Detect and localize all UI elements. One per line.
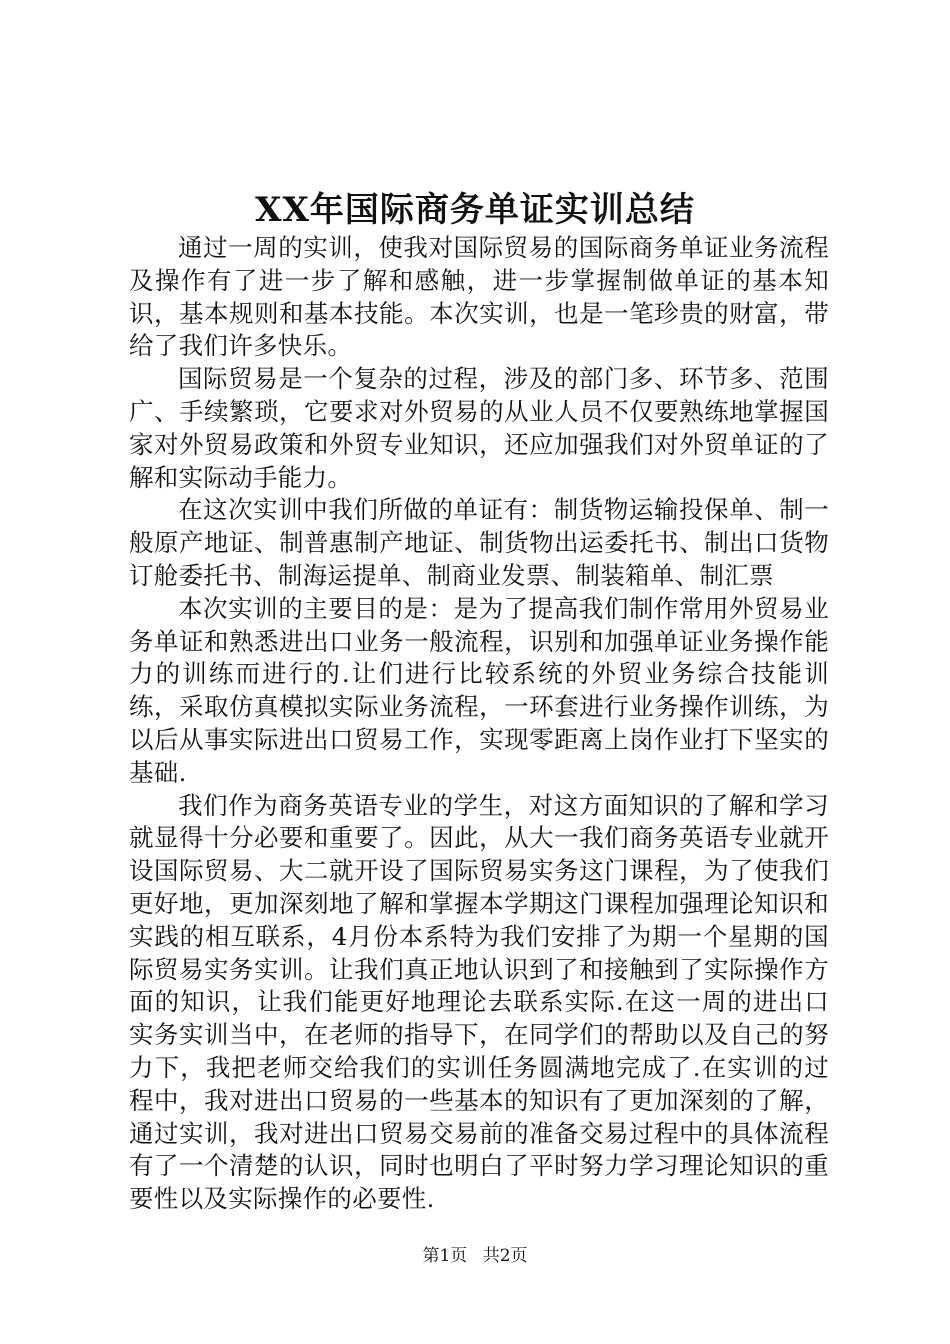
page-number-total: 共2页: [482, 1246, 528, 1266]
paragraph-5: 我们作为商务英语专业的学生，对这方面知识的了解和学习就显得十分必要和重要了。因此，从大一我们商务英语专业就开设国际贸易、大二就开设了国际贸易实务这门课程，为了使我们更好地，更加深刻地了解和掌握本学期这门课程加强理论知识和实践的相互联系，4月份本系特为我们安排了为期一个星期的国际贸易实务实训。让我们真正地认识到了和接触到了实际操作方面的知识，让我们能更好地理论去联系实际.在这一周的进出口实务实训当中，在老师的指导下，在同学们的帮助以及自己的努力下，我把老师交给我们的实训任务圆满地完成了.在实训的过程中，我对进出口贸易的一些基本的知识有了更加深刻的了解，通过实训，我对进出口贸易交易前的准备交易过程中的具体流程有了一个清楚的认识，同时也明白了平时努力学习理论知识的重要性以及实际操作的必要性.: [129, 790, 829, 1214]
paragraph-4: 本次实训的主要目的是：是为了提高我们制作常用外贸易业务单证和熟悉进出口业务一般流程，识别和加强单证业务操作能力的训练而进行的.让们进行比较系统的外贸业务综合技能训练，采取仿真模拟实际业务流程，一环套进行业务操作训练，为以后从事实际进出口贸易工作，实现零距离上岗作业打下坚实的基础.: [129, 593, 829, 787]
page-footer: [0, 1244, 950, 1268]
paragraph-1: 通过一周的实训，使我对国际贸易的国际商务单证业务流程及操作有了进一步了解和感触，进一步掌握制做单证的基本知识，基本规则和基本技能。本次实训，也是一笔珍贵的财富，带给了我们许多快乐。: [129, 233, 829, 361]
document-body: [129, 232, 829, 1216]
document-title: XX年国际商务单证实训总结: [255, 190, 695, 230]
page-number-current: 第1页: [422, 1246, 468, 1266]
paragraph-2: 国际贸易是一个复杂的过程，涉及的部门多、环节多、范围广、手续繁琐，它要求对外贸易的从业人员不仅要熟练地掌握国家对外贸易政策和外贸专业知识，还应加强我们对外贸单证的了解和实际动手能力。: [129, 364, 829, 492]
paragraph-3: 在这次实训中我们所做的单证有：制货物运输投保单、制一般原产地证、制普惠制产地证、制货物出运委托书、制出口货物订舱委托书、制海运提单、制商业发票、制装箱单、制汇票: [129, 495, 829, 590]
